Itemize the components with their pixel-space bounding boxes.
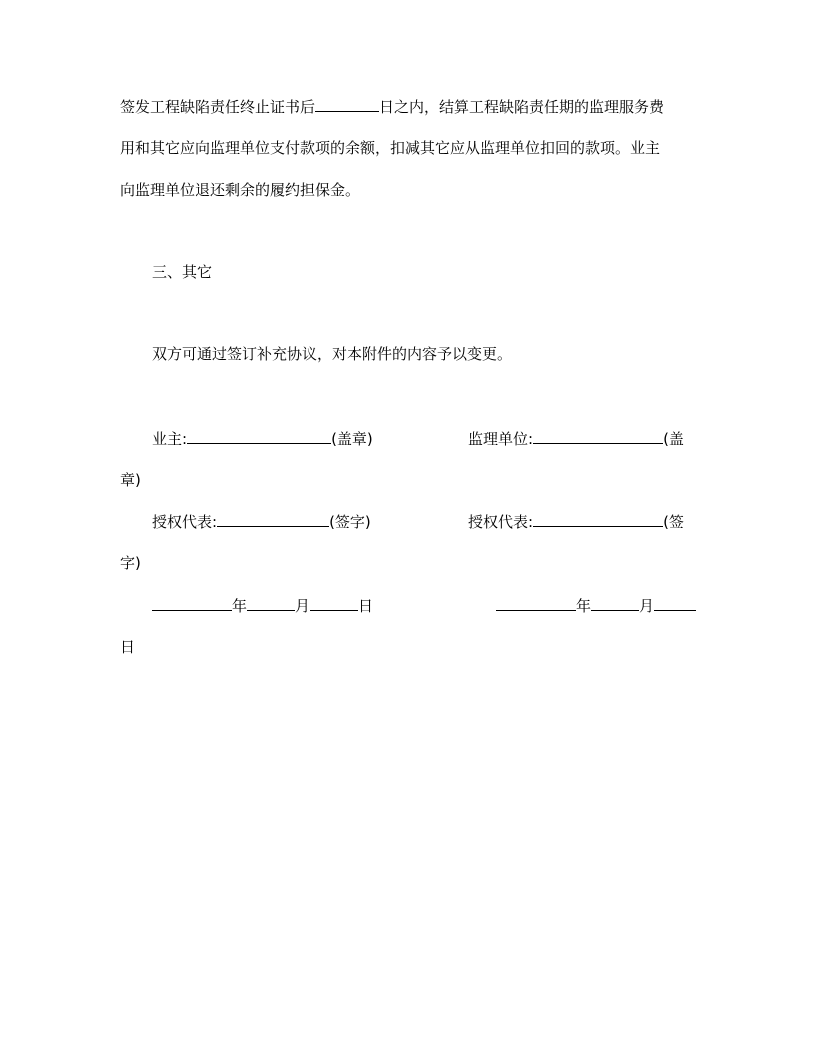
left-day-label: 日 [358, 597, 374, 615]
section3-body: 双方可通过签订补充协议，对本附件的内容予以变更。 [152, 345, 513, 363]
left-rep-label: 授权代表: [152, 513, 218, 531]
left-year-label: 年 [232, 597, 248, 615]
supervisor-seal-wrap: 章) [120, 471, 141, 489]
para1-line1-end: 日之内，结算工程缺陷责任期的监理服务费 [379, 98, 665, 116]
right-date-row [496, 595, 696, 616]
right-year-label: 年 [576, 597, 592, 615]
left-rep-row [152, 511, 371, 531]
right-rep-label: 授权代表: [468, 513, 534, 531]
left-date-row [152, 595, 373, 615]
para1-line3: 向监理单位退还剩余的履约担保金。 [120, 181, 361, 199]
left-year-blank [152, 595, 232, 611]
left-rep-sign: (签字) [329, 513, 371, 531]
supervisor-seal-start: (盖 [663, 430, 684, 448]
right-rep-sign-wrap: 字) [120, 554, 141, 572]
right-rep-row [468, 511, 684, 532]
owner-label: 业主: [152, 430, 188, 448]
supervisor-label: 监理单位: [468, 430, 534, 448]
supervisor-signature-row [468, 428, 684, 449]
para1-line1 [120, 96, 664, 116]
para1-line2: 用和其它应向监理单位支付款项的余额，扣减其它应从监理单位扣回的款项。业主 [120, 139, 661, 157]
right-month-label: 月 [639, 597, 655, 615]
right-rep-blank [533, 511, 663, 527]
left-rep-blank [217, 511, 329, 527]
right-day-wrap: 日 [120, 638, 136, 656]
right-year-blank [496, 595, 576, 611]
para1-line1-start: 签发工程缺陷责任终止证书后 [120, 98, 316, 116]
left-month-blank [247, 595, 295, 611]
right-day-blank [654, 595, 696, 611]
owner-blank [187, 428, 331, 444]
days-blank [315, 96, 379, 112]
right-rep-sign-start: (签 [663, 513, 684, 531]
owner-seal: (盖章) [331, 430, 373, 448]
right-month-blank [591, 595, 639, 611]
owner-signature-row [152, 428, 373, 448]
left-day-blank [310, 595, 358, 611]
left-month-label: 月 [295, 597, 311, 615]
supervisor-blank [533, 428, 663, 444]
section3-heading: 三、其它 [152, 263, 213, 281]
